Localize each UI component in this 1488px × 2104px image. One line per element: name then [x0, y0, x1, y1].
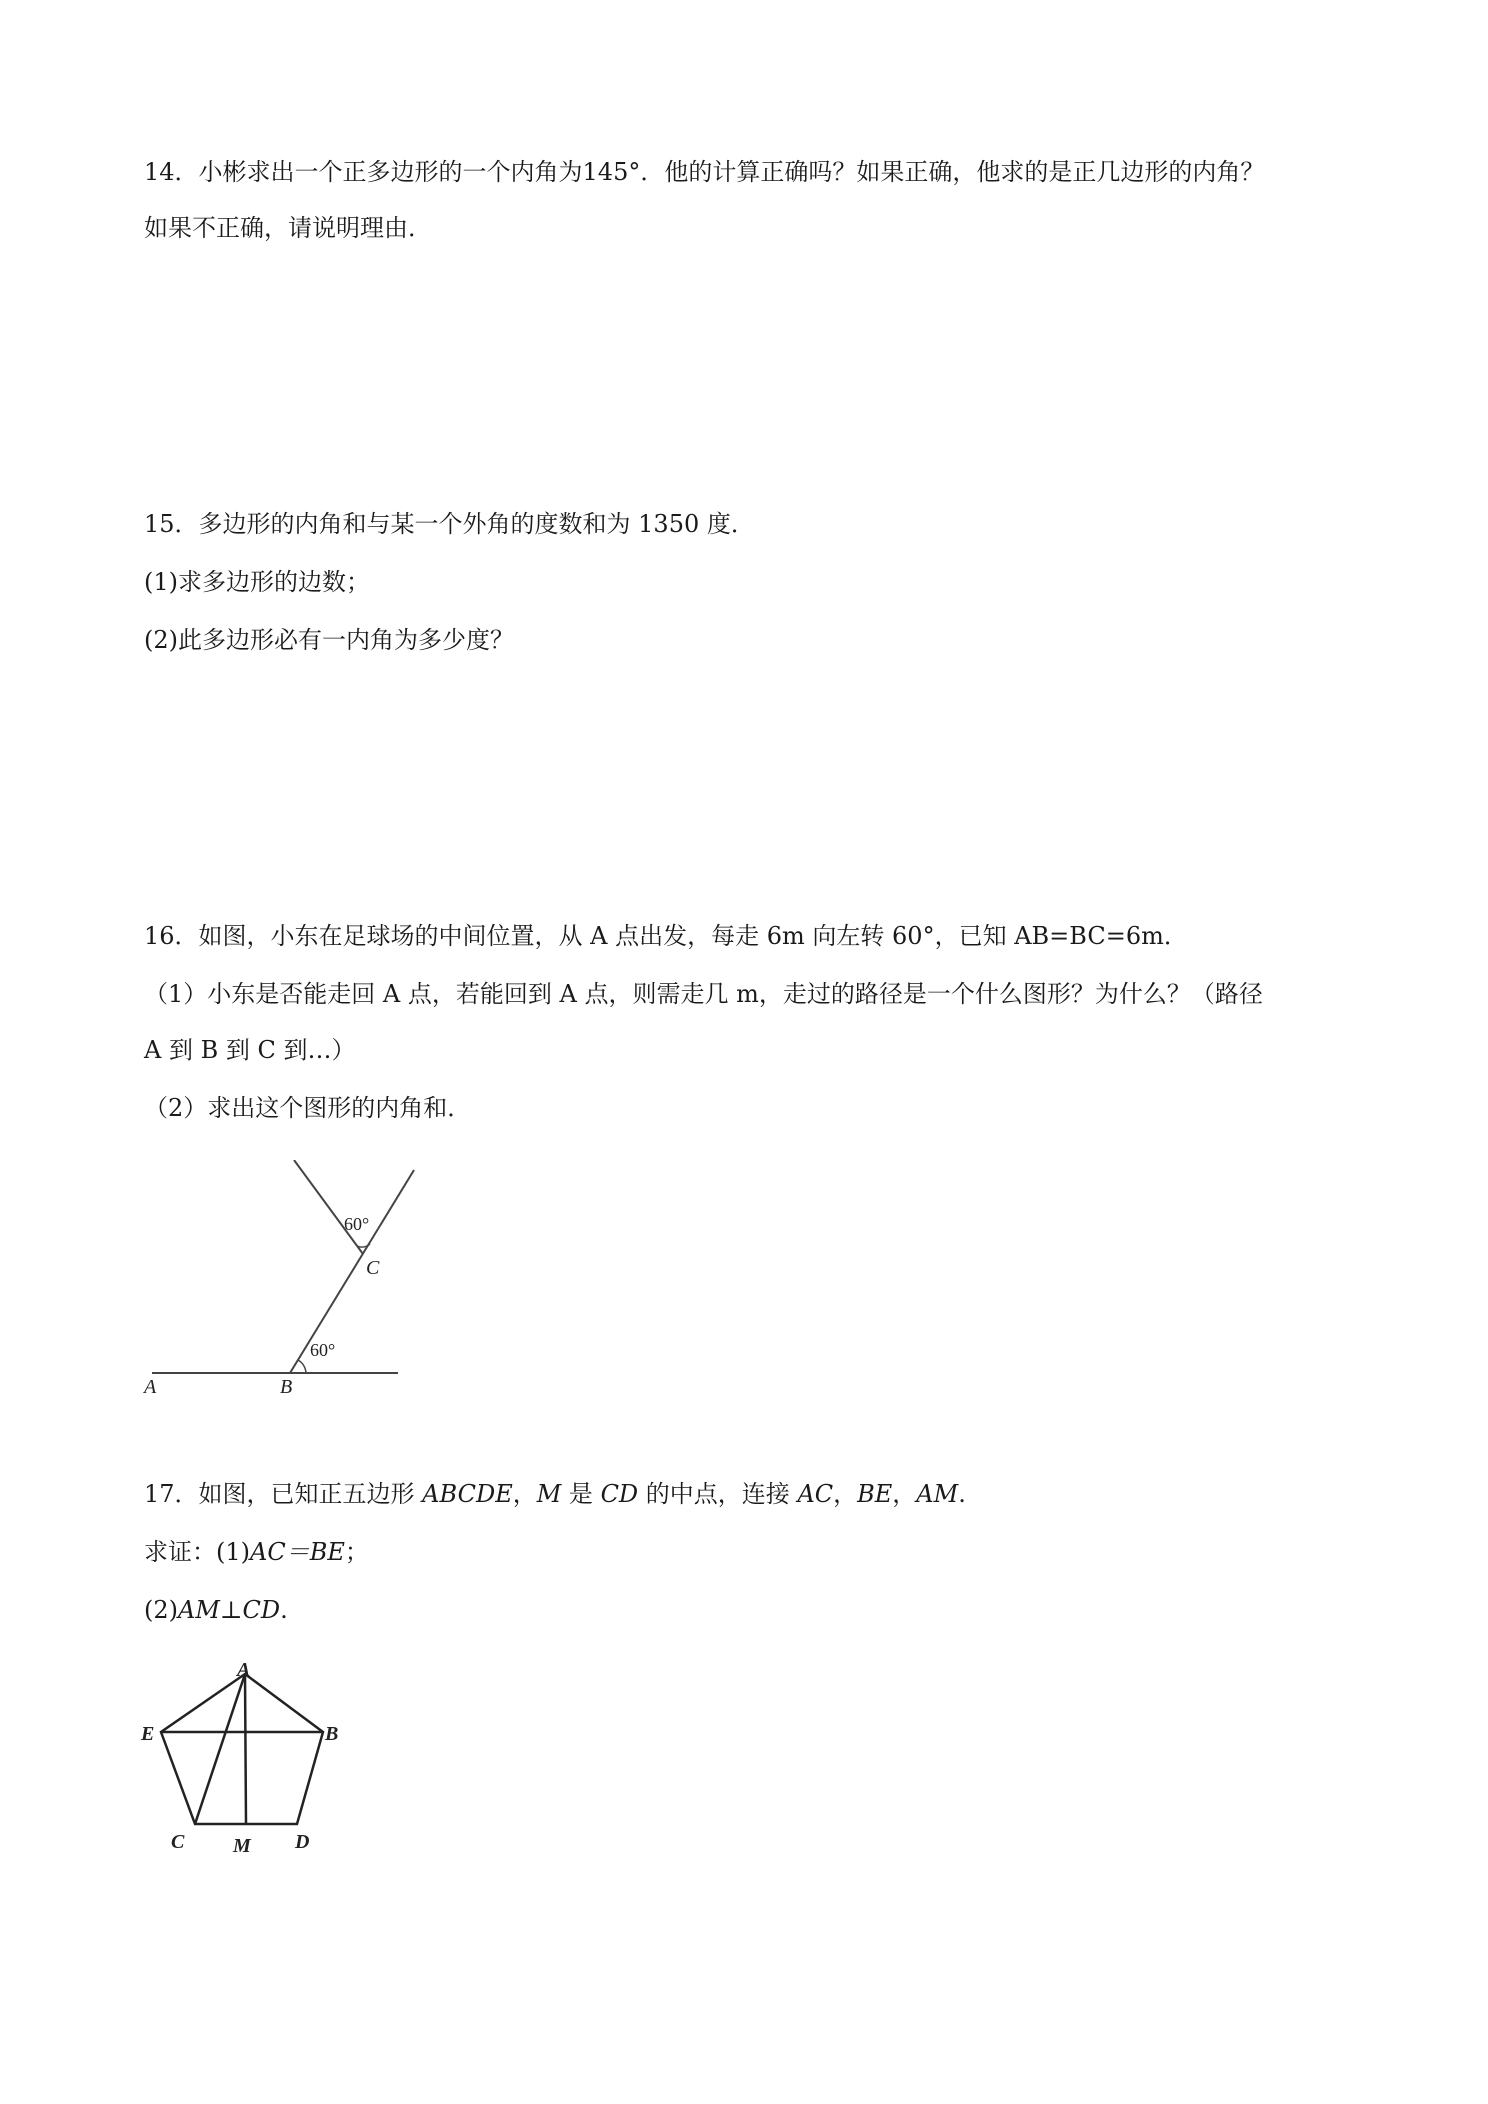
q17-prove2 [144, 1594, 288, 1626]
q16-part1-line2: A 到 B 到 C 到…） [144, 1036, 356, 1064]
q15-line1: 15．多边形的内角和与某一个外角的度数和为 1350 度． [144, 510, 755, 538]
q16-part2: （2）求出这个图形的内角和． [144, 1094, 472, 1122]
angle-b-arc [298, 1360, 306, 1373]
q17-segment-be: BE [857, 1480, 893, 1508]
q17-point-m: M [536, 1480, 562, 1508]
q17-part2-end: . [280, 1596, 288, 1624]
q17-comma1: ， [833, 1480, 858, 1508]
q14-line1: 14．小彬求出一个正多边形的一个内角为145°．他的计算正确吗？如果正确，他求的是正几边形的内角？ [144, 158, 1265, 186]
segment-ac-line [195, 1674, 245, 1824]
q17-prove1 [144, 1536, 369, 1568]
q16-line1: 16．如图，小东在足球场的中间位置，从 A 点出发，每走 6m 向左转 60°，已知 AB=BC=6m． [144, 922, 1188, 950]
label-d: D [295, 1831, 310, 1853]
q17-sep: ， [512, 1480, 537, 1508]
label-c: C [366, 1257, 380, 1279]
pentagon-outline [161, 1674, 323, 1824]
segment-am-line [245, 1674, 246, 1824]
label-e: E [141, 1723, 155, 1745]
q17-period: . [958, 1480, 966, 1508]
angle-c-label: 60° [344, 1214, 370, 1234]
q15-part1: (1)求多边形的边数； [144, 568, 370, 596]
q17-segment-am: AM [916, 1480, 959, 1508]
q16-figure [130, 1160, 430, 1400]
q17-midpoint-text: 的中点，连接 [638, 1480, 798, 1508]
q17-intro [144, 1478, 966, 1510]
label-b: B [325, 1723, 339, 1745]
q17-is: 是 [561, 1480, 601, 1508]
q17-prove1-expr: AC＝BE [250, 1538, 345, 1566]
q14-line2: 如果不正确，请说明理由． [144, 214, 432, 242]
label-c: C [171, 1831, 185, 1853]
q17-prove1-end: ； [344, 1538, 369, 1566]
q17-segment-ac: AC [797, 1480, 834, 1508]
q17-intro-text: 17．如图，已知正五边形 [144, 1480, 423, 1508]
q17-segment-cd: CD [600, 1480, 639, 1508]
angle-b-label: 60° [310, 1340, 336, 1360]
label-a: A [144, 1376, 157, 1398]
label-b: B [280, 1376, 293, 1398]
segment-cd-line [294, 1160, 363, 1254]
q17-pentagon-figure [135, 1662, 355, 1872]
q17-prove-prefix: 求证：(1) [144, 1538, 250, 1566]
q15-part2: (2)此多边形必有一内角为多少度？ [144, 626, 514, 654]
q17-pentagon-name: ABCDE [422, 1480, 513, 1508]
q16-part1-line1: （1）小东是否能走回 A 点，若能回到 A 点，则需走几 m，走过的路径是一个什么图形？为什么？（路径 [144, 980, 1263, 1008]
q17-prove2-expr: AM⊥CD [178, 1596, 281, 1624]
q17-comma2: ， [892, 1480, 917, 1508]
label-m: M [233, 1835, 251, 1857]
q17-part2-prefix: (2) [144, 1596, 178, 1624]
label-a: A [237, 1662, 251, 1681]
segment-bc-line [290, 1170, 414, 1373]
